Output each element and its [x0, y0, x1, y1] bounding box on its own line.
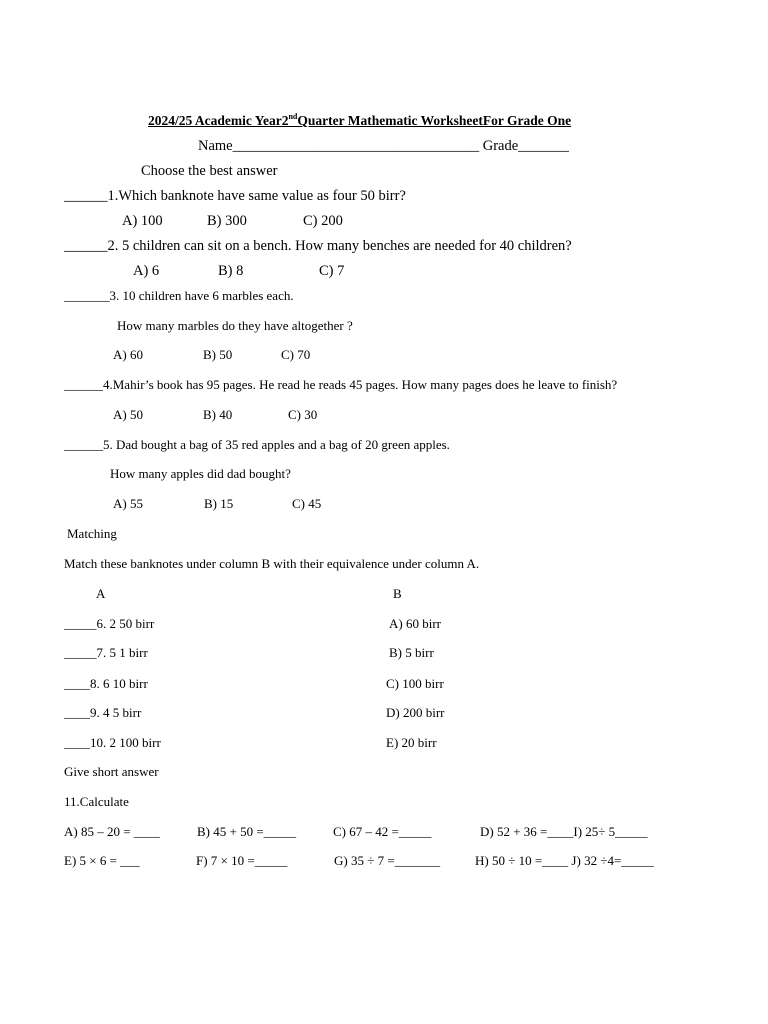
- calc-e: E) 5 × 6 = ___: [64, 853, 140, 868]
- q5-option-c: C) 45: [292, 496, 322, 511]
- question-1: ______1.Which banknote have same value as four 50 birr?: [64, 188, 406, 204]
- calc-d-i: D) 52 + 36 =____I) 25÷ 5_____: [480, 824, 648, 839]
- title-part2: Quarter Mathematic WorksheetFor Grade One: [297, 113, 572, 128]
- question-3-line2: How many marbles do they have altogether ?: [117, 318, 353, 333]
- q1-option-c: C) 200: [303, 213, 343, 229]
- calc-a: A) 85 – 20 = ____: [64, 824, 160, 839]
- name-grade-line: Name__________________________________ Grade_______: [198, 138, 569, 154]
- question-4: ______4.Mahir’s book has 95 pages. He read he reads 45 pages. How many pages does he leave to finish?: [64, 377, 618, 392]
- match-option-d: D) 200 birr: [386, 705, 445, 720]
- match-item-9: ____9. 4 5 birr: [64, 705, 142, 720]
- section-instruction: Choose the best answer: [141, 163, 278, 179]
- title-superscript: nd: [288, 112, 298, 121]
- calc-g: G) 35 ÷ 7 =_______: [334, 853, 441, 868]
- match-option-b: B) 5 birr: [389, 645, 434, 660]
- match-option-c: C) 100 birr: [386, 676, 444, 691]
- column-a-label: A: [96, 586, 106, 601]
- calc-b: B) 45 + 50 =_____: [197, 824, 297, 839]
- match-option-e: E) 20 birr: [386, 735, 437, 750]
- matching-heading: Matching: [67, 526, 117, 541]
- q4-option-c: C) 30: [288, 407, 318, 422]
- match-item-10: ____10. 2 100 birr: [64, 735, 161, 750]
- question-2: ______2. 5 children can sit on a bench. How many benches are needed for 40 children?: [64, 238, 572, 254]
- q4-option-a: A) 50: [113, 407, 143, 422]
- question-5: ______5. Dad bought a bag of 35 red apples and a bag of 20 green apples.: [64, 437, 450, 452]
- title-part1: 2024/25 Academic Year2: [148, 113, 289, 128]
- calc-f: F) 7 × 10 =_____: [196, 853, 288, 868]
- q5-option-a: A) 55: [113, 496, 143, 511]
- question-3: _______3. 10 children have 6 marbles each.: [64, 288, 294, 303]
- column-b-label: B: [393, 586, 402, 601]
- q3-option-c: C) 70: [281, 347, 311, 362]
- q5-option-b: B) 15: [204, 496, 234, 511]
- calc-c: C) 67 – 42 =_____: [333, 824, 432, 839]
- calc-h-j: H) 50 ÷ 10 =____ J) 32 ÷4=_____: [475, 853, 654, 868]
- short-answer-heading: Give short answer: [64, 764, 159, 779]
- q1-option-b: B) 300: [207, 213, 247, 229]
- q3-option-b: B) 50: [203, 347, 233, 362]
- matching-instruction: Match these banknotes under column B with their equivalence under column A.: [64, 556, 480, 571]
- q3-option-a: A) 60: [113, 347, 143, 362]
- worksheet-title: [148, 113, 571, 129]
- match-item-8: ____8. 6 10 birr: [64, 676, 148, 691]
- calculate-heading: 11.Calculate: [64, 794, 129, 809]
- q2-option-c: C) 7: [319, 263, 345, 279]
- match-item-6: _____6. 2 50 birr: [64, 616, 155, 631]
- question-5-line2: How many apples did dad bought?: [110, 466, 291, 481]
- q2-option-a: A) 6: [133, 263, 160, 279]
- match-item-7: _____7. 5 1 birr: [64, 645, 148, 660]
- q4-option-b: B) 40: [203, 407, 233, 422]
- q2-option-b: B) 8: [218, 263, 244, 279]
- match-option-a: A) 60 birr: [389, 616, 441, 631]
- q1-option-a: A) 100: [122, 213, 163, 229]
